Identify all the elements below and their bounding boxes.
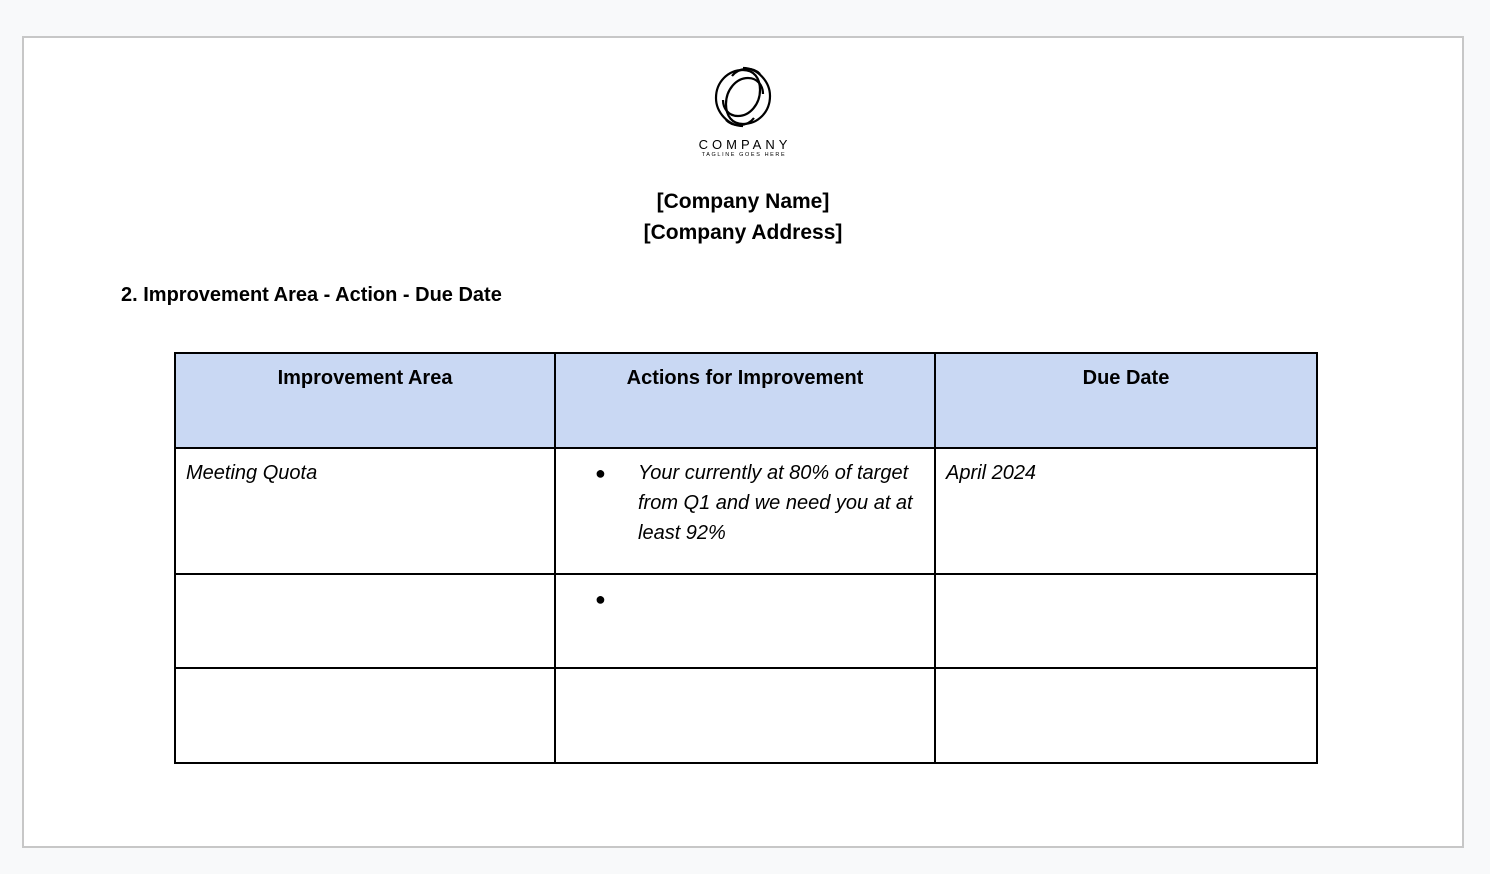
bullet-icon: ● (595, 589, 606, 609)
action-list (566, 584, 924, 614)
company-logo (24, 64, 1462, 159)
due-date-cell[interactable] (935, 668, 1317, 763)
due-date-cell[interactable] (935, 574, 1317, 668)
due-date-cell[interactable]: April 2024 (935, 448, 1317, 574)
action-text: Your currently at 80% of target from Q1 and we need you at at least 92% (638, 462, 913, 544)
column-header-actions[interactable]: Actions for Improvement (555, 353, 935, 448)
table-row (175, 448, 1317, 574)
improvement-area-cell[interactable] (175, 574, 555, 668)
improvement-table (174, 352, 1318, 764)
bullet-icon: ● (595, 463, 606, 483)
improvement-area-cell[interactable]: Meeting Quota (175, 448, 555, 574)
actions-cell[interactable] (555, 574, 935, 668)
actions-cell[interactable] (555, 668, 935, 763)
action-list (566, 458, 924, 548)
document-page (22, 36, 1464, 848)
logo-tagline-text: TAGLINE GOES HERE (701, 152, 787, 158)
column-header-improvement-area[interactable]: Improvement Area (175, 353, 555, 448)
company-logo-icon (708, 64, 778, 130)
table-header-row (175, 353, 1317, 448)
company-name: [Company Name] (656, 190, 830, 213)
actions-cell[interactable] (555, 448, 935, 574)
column-header-due-date[interactable]: Due Date (935, 353, 1317, 448)
table-row (175, 574, 1317, 668)
action-item (595, 584, 924, 614)
improvement-area-cell[interactable] (175, 668, 555, 763)
action-item (595, 458, 924, 548)
table-row (175, 668, 1317, 763)
company-address: [Company Address] (643, 221, 843, 244)
section-heading: 2. Improvement Area - Action - Due Date (121, 284, 502, 306)
logo-company-text: COMPANY (698, 137, 792, 152)
company-info (24, 186, 1462, 248)
